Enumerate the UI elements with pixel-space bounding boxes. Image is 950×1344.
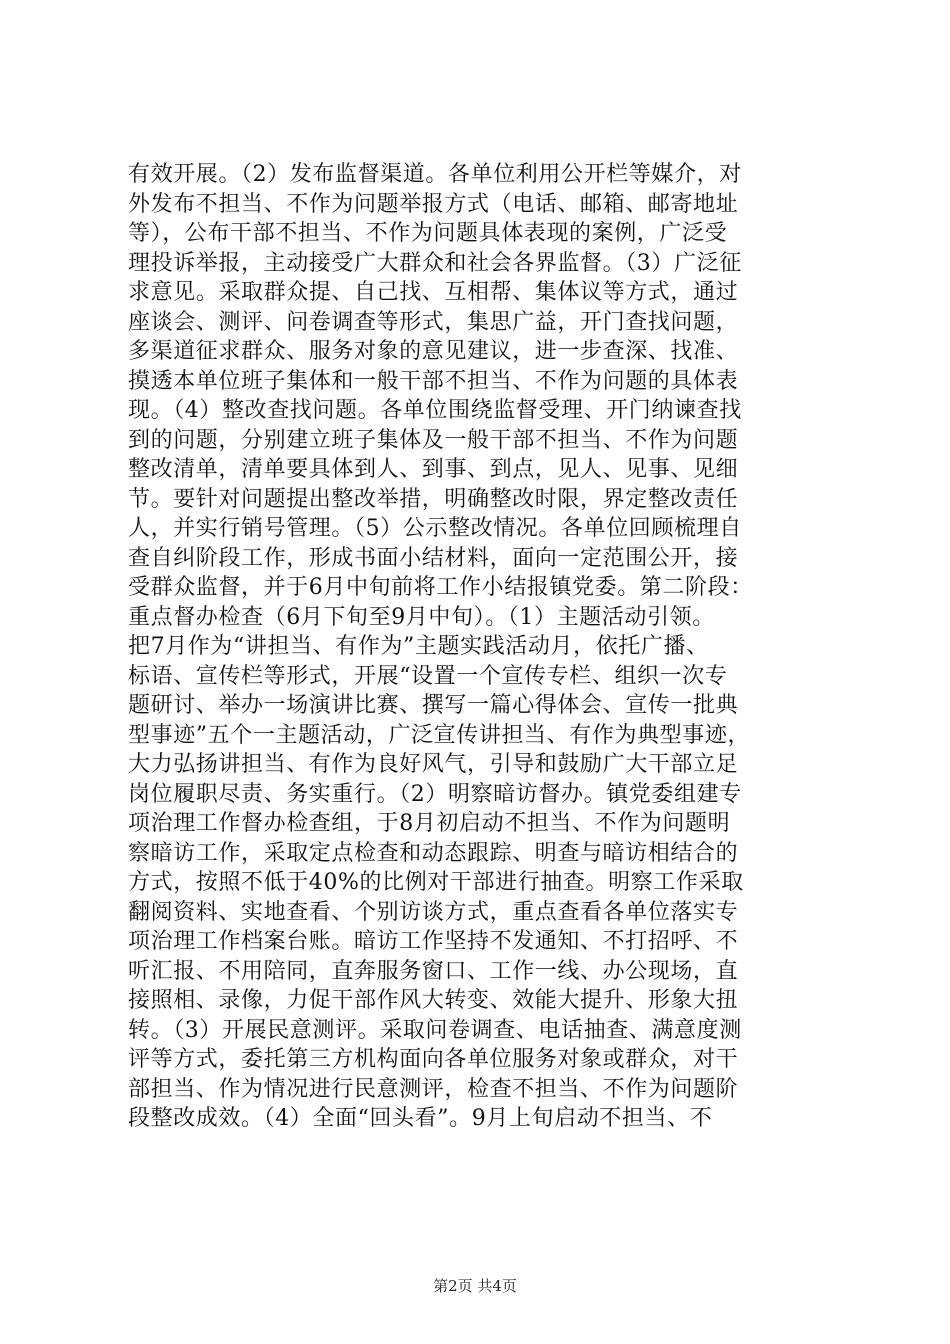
page-number-footer: 第2页 共4页 [433,1277,517,1295]
text-line: 现。（4）整改查找问题。各单位围绕监督受理、开门纳谏查找 [128,398,742,423]
text-line: 到的问题，分别建立班子集体及一般干部不担当、不作为问题 [128,427,739,453]
text-line: 查自纠阶段工作，形成书面小结材料，面向一定范围公开，接 [128,545,739,571]
text-line: 理投诉举报，主动接受广大群众和社会各界监督。（3）广泛征 [128,250,742,276]
text-line: 察暗访工作，采取定点检查和动态跟踪、明查与暗访相结合的 [128,840,739,866]
text-line: 人，并实行销号管理。（5）公示整改情况。各单位回顾梳理自 [128,516,742,541]
text-line: 项治理工作档案台账。暗访工作坚持不发通知、不打招呼、不 [128,929,739,954]
document-body [128,160,826,1134]
text-line: 座谈会、测评、问卷调查等形式，集思广益，开门查找问题， [128,309,739,335]
text-line: 等），公布干部不担当、不作为问题具体表现的案例，广泛受 [128,221,728,246]
text-line: 段整改成效。（4）全面“回头看”。9月上旬启动不担当、不 [128,1106,713,1131]
text-line: 题研讨、举办一场演讲比赛、撰写一篇心得体会、宣传一批典 [128,693,739,718]
text-line: 型事迹”五个一主题活动，广泛宣传讲担当、有作为典型事迹， [128,722,751,748]
text-line: 听汇报、不用陪同，直奔服务窗口、工作一线、办公现场，直 [128,958,739,984]
text-line: 受群众监督，并于6月中旬前将工作小结报镇党委。第二阶段： [128,575,753,600]
text-line: 岗位履职尽责、务实重行。（2）明察暗访督办。镇党委组建专 [128,781,742,807]
text-line: 节。要针对问题提出整改举措，明确整改时限，界定整改责任 [128,486,739,512]
text-line: 项治理工作督办检查组，于8月初启动不担当、不作为问题明 [128,811,731,836]
text-line: 外发布不担当、不作为问题举报方式（电话、邮箱、邮寄地址 [128,191,739,217]
text-line: 标语、宣传栏等形式，开展“设置一个宣传专栏、组织一次专 [128,663,728,689]
text-line: 重点督办检查（6月下旬至9月中旬）。（1）主题活动引领。 [128,604,715,630]
text-line: 把7月作为“讲担当、有作为”主题实践活动月，依托广播、 [128,634,709,659]
text-line: 多渠道征求群众、服务对象的意见建议，进一步查深、找准、 [128,339,739,364]
text-line: 整改清单，清单要具体到人、到事、到点，见人、见事、见细 [128,457,739,482]
text-line: 求意见。采取群众提、自己找、互相帮、集体议等方式，通过 [128,280,739,305]
text-line: 翻阅资料、实地查看、个别访谈方式，重点查看各单位落实专 [128,899,739,925]
text-line: 部担当、作为情况进行民意测评，检查不担当、不作为问题阶 [128,1076,739,1102]
text-line: 摸透本单位班子集体和一般干部不担当、不作为问题的具体表 [128,368,739,394]
text-line: 转。（3）开展民意测评。采取问卷调查、电话抽查、满意度测 [128,1017,742,1043]
text-line: 评等方式，委托第三方机构面向各单位服务对象或群众，对干 [128,1047,739,1072]
text-line: 接照相、录像，力促干部作风大转变、效能大提升、形象大扭 [128,988,739,1013]
text-line: 大力弘扬讲担当、有作为良好风气，引导和鼓励广大干部立足 [128,752,739,777]
text-line: 方式，按照不低于40%的比例对干部进行抽查。明察工作采取 [128,870,744,895]
text-line: 有效开展。（2）发布监督渠道。各单位利用公开栏等媒介，对 [128,162,742,187]
